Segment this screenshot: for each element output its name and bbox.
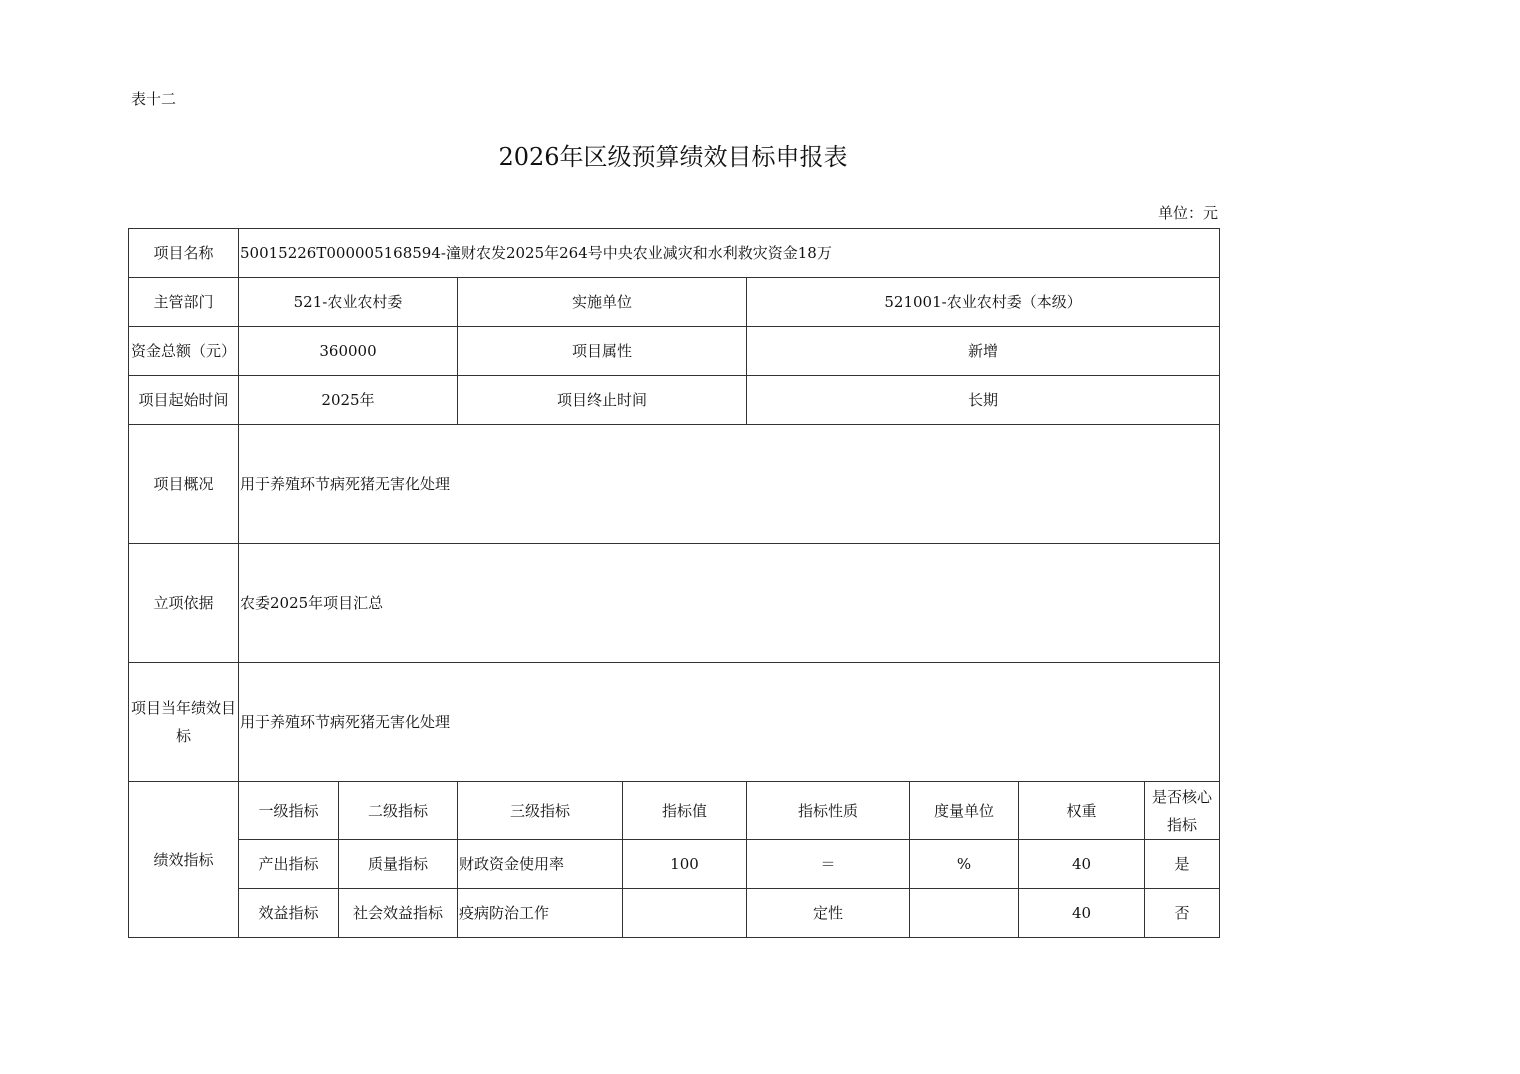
header-weight: 权重 bbox=[1019, 782, 1145, 840]
overview-value: 用于养殖环节病死猪无害化处理 bbox=[239, 425, 1220, 544]
row-annual-goal bbox=[129, 663, 1220, 782]
department-label: 主管部门 bbox=[129, 278, 239, 327]
cell-weight: 40 bbox=[1019, 889, 1145, 938]
basis-label: 立项依据 bbox=[129, 544, 239, 663]
row-time bbox=[129, 376, 1220, 425]
cell-weight: 40 bbox=[1019, 840, 1145, 889]
project-name-value: 50015226T000005168594-潼财农发2025年264号中央农业减灾和水利救灾资金18万 bbox=[239, 229, 1220, 278]
cell-level1: 效益指标 bbox=[239, 889, 339, 938]
header-value: 指标值 bbox=[623, 782, 747, 840]
row-fund bbox=[129, 327, 1220, 376]
row-department bbox=[129, 278, 1220, 327]
cell-level2: 质量指标 bbox=[339, 840, 458, 889]
cell-nature: 定性 bbox=[747, 889, 910, 938]
header-level2: 二级指标 bbox=[339, 782, 458, 840]
row-basis bbox=[129, 544, 1220, 663]
fund-total-value: 360000 bbox=[239, 327, 458, 376]
performance-indicators-label: 绩效指标 bbox=[129, 782, 239, 938]
cell-nature: ＝ bbox=[747, 840, 910, 889]
department-value: 521-农业农村委 bbox=[239, 278, 458, 327]
cell-value bbox=[623, 889, 747, 938]
annual-goal-label: 项目当年绩效目标 bbox=[129, 663, 239, 782]
table-row bbox=[129, 840, 1220, 889]
overview-label: 项目概况 bbox=[129, 425, 239, 544]
unit-label: 单位：元 bbox=[1157, 204, 1218, 222]
row-overview bbox=[129, 425, 1220, 544]
header-unit: 度量单位 bbox=[910, 782, 1019, 840]
cell-unit: % bbox=[910, 840, 1019, 889]
page-label: 表十二 bbox=[131, 90, 177, 108]
start-time-value: 2025年 bbox=[239, 376, 458, 425]
table-row bbox=[129, 889, 1220, 938]
end-time-value: 长期 bbox=[747, 376, 1220, 425]
cell-value: 100 bbox=[623, 840, 747, 889]
header-level1: 一级指标 bbox=[239, 782, 339, 840]
cell-unit bbox=[910, 889, 1019, 938]
basis-value: 农委2025年项目汇总 bbox=[239, 544, 1220, 663]
implementing-unit-value: 521001-农业农村委（本级） bbox=[747, 278, 1220, 327]
cell-level1: 产出指标 bbox=[239, 840, 339, 889]
cell-level3: 疫病防治工作 bbox=[458, 889, 623, 938]
fund-total-label: 资金总额（元） bbox=[129, 327, 239, 376]
annual-goal-value: 用于养殖环节病死猪无害化处理 bbox=[239, 663, 1220, 782]
cell-core: 否 bbox=[1145, 889, 1220, 938]
document-title: 2026年区级预算绩效目标申报表 bbox=[498, 143, 848, 171]
header-level3: 三级指标 bbox=[458, 782, 623, 840]
start-time-label: 项目起始时间 bbox=[129, 376, 239, 425]
cell-level2: 社会效益指标 bbox=[339, 889, 458, 938]
budget-performance-form bbox=[128, 228, 1220, 938]
project-name-label: 项目名称 bbox=[129, 229, 239, 278]
header-nature: 指标性质 bbox=[747, 782, 910, 840]
project-attribute-value: 新增 bbox=[747, 327, 1220, 376]
end-time-label: 项目终止时间 bbox=[458, 376, 747, 425]
row-project-name bbox=[129, 229, 1220, 278]
cell-level3: 财政资金使用率 bbox=[458, 840, 623, 889]
implementing-unit-label: 实施单位 bbox=[458, 278, 747, 327]
row-performance-header bbox=[129, 782, 1220, 840]
header-core: 是否核心指标 bbox=[1145, 782, 1220, 840]
project-attribute-label: 项目属性 bbox=[458, 327, 747, 376]
cell-core: 是 bbox=[1145, 840, 1220, 889]
